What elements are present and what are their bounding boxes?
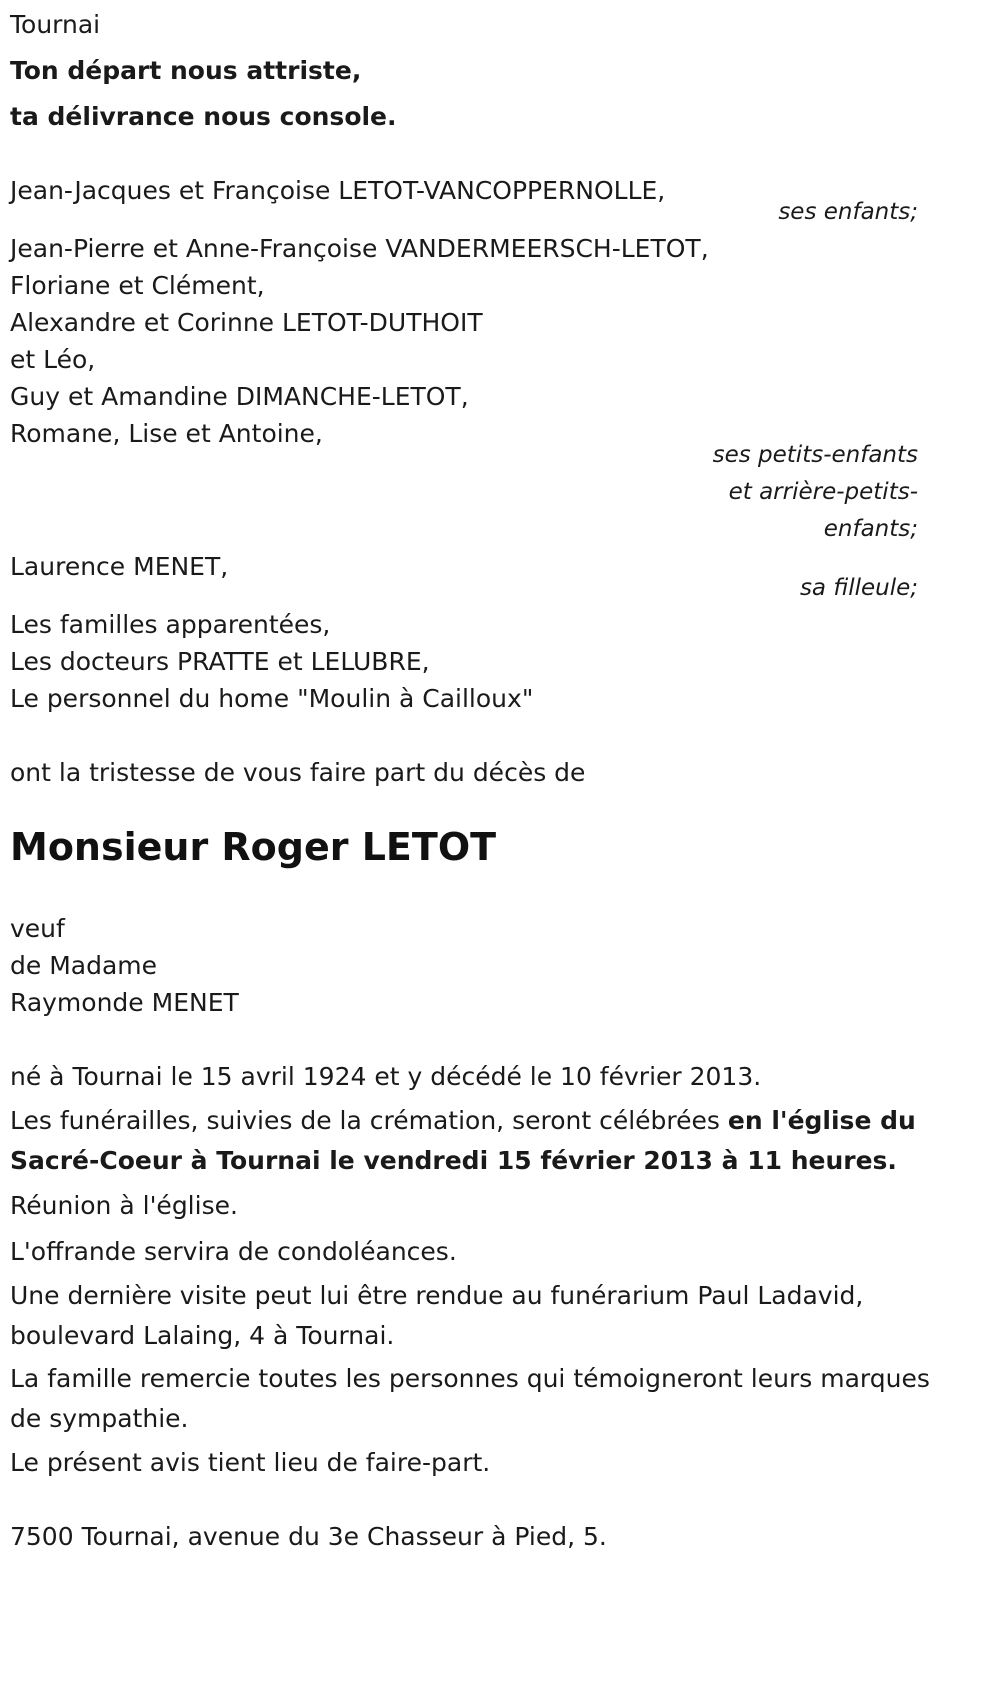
funeral-info (10, 1101, 950, 1181)
quote-line-2: ta délivrance nous console. (10, 102, 397, 131)
others-line: Les familles apparentées, (10, 610, 331, 639)
widower-line: veuf (10, 914, 65, 943)
grandchildren-line: Alexandre et Corinne LETOT-DUTHOIT (10, 308, 483, 337)
funeral-intro: Les funérailles, suivies de la crémation, seront célébrées (10, 1106, 728, 1135)
others-line: Les docteurs PRATTE et LELUBRE, (10, 647, 430, 676)
offering-info: L'offrande servira de condoléances. (10, 1237, 457, 1266)
deceased-name: Monsieur Roger LETOT (10, 825, 497, 869)
grandchildren-line: Romane, Lise et Antoine, (10, 419, 323, 448)
goddaughter-name: Laurence MENET, (10, 552, 229, 581)
grandchildren-role: enfants; (823, 516, 918, 542)
widower-line: Raymonde MENET (10, 988, 239, 1017)
children-role: ses enfants; (778, 199, 918, 225)
thanks-info: La famille remercie toutes les personnes qui témoigneront leurs marques de sympathie. (10, 1364, 930, 1433)
children-names: Jean-Jacques et Françoise LETOT-VANCOPPERNOLLE, (10, 176, 666, 205)
birth-death-dates: né à Tournai le 15 avril 1924 et y décédé le 10 février 2013. (10, 1062, 762, 1091)
visit-info: Une dernière visite peut lui être rendue au funérarium Paul Ladavid, boulevard Lalaing, 4 à Tournai. (10, 1281, 864, 1350)
widower-line: de Madame (10, 951, 158, 980)
grandchildren-line: Floriane et Clément, (10, 271, 265, 300)
announcement: ont la tristesse de vous faire part du décès de (10, 758, 586, 787)
goddaughter-role: sa filleule; (799, 575, 918, 601)
quote-line-1: Ton départ nous attriste, (10, 56, 362, 85)
grandchildren-role: et arrière-petits- (728, 479, 918, 505)
grandchildren-line: Jean-Pierre et Anne-Françoise VANDERMEERSCH-LETOT, (10, 234, 709, 263)
grandchildren-line: et Léo, (10, 345, 96, 374)
meeting-info: Réunion à l'église. (10, 1191, 238, 1220)
city-label: Tournai (10, 10, 101, 39)
address: 7500 Tournai, avenue du 3e Chasseur à Pied, 5. (10, 1522, 607, 1551)
grandchildren-role: ses petits-enfants (712, 442, 918, 468)
notice-info: Le présent avis tient lieu de faire-part. (10, 1448, 491, 1477)
grandchildren-line: Guy et Amandine DIMANCHE-LETOT, (10, 382, 469, 411)
funeral-details: en l'église du Sacré-Coeur à Tournai le vendredi 15 février 2013 à 11 heures. (10, 1106, 916, 1175)
others-line: Le personnel du home "Moulin à Cailloux" (10, 684, 534, 713)
